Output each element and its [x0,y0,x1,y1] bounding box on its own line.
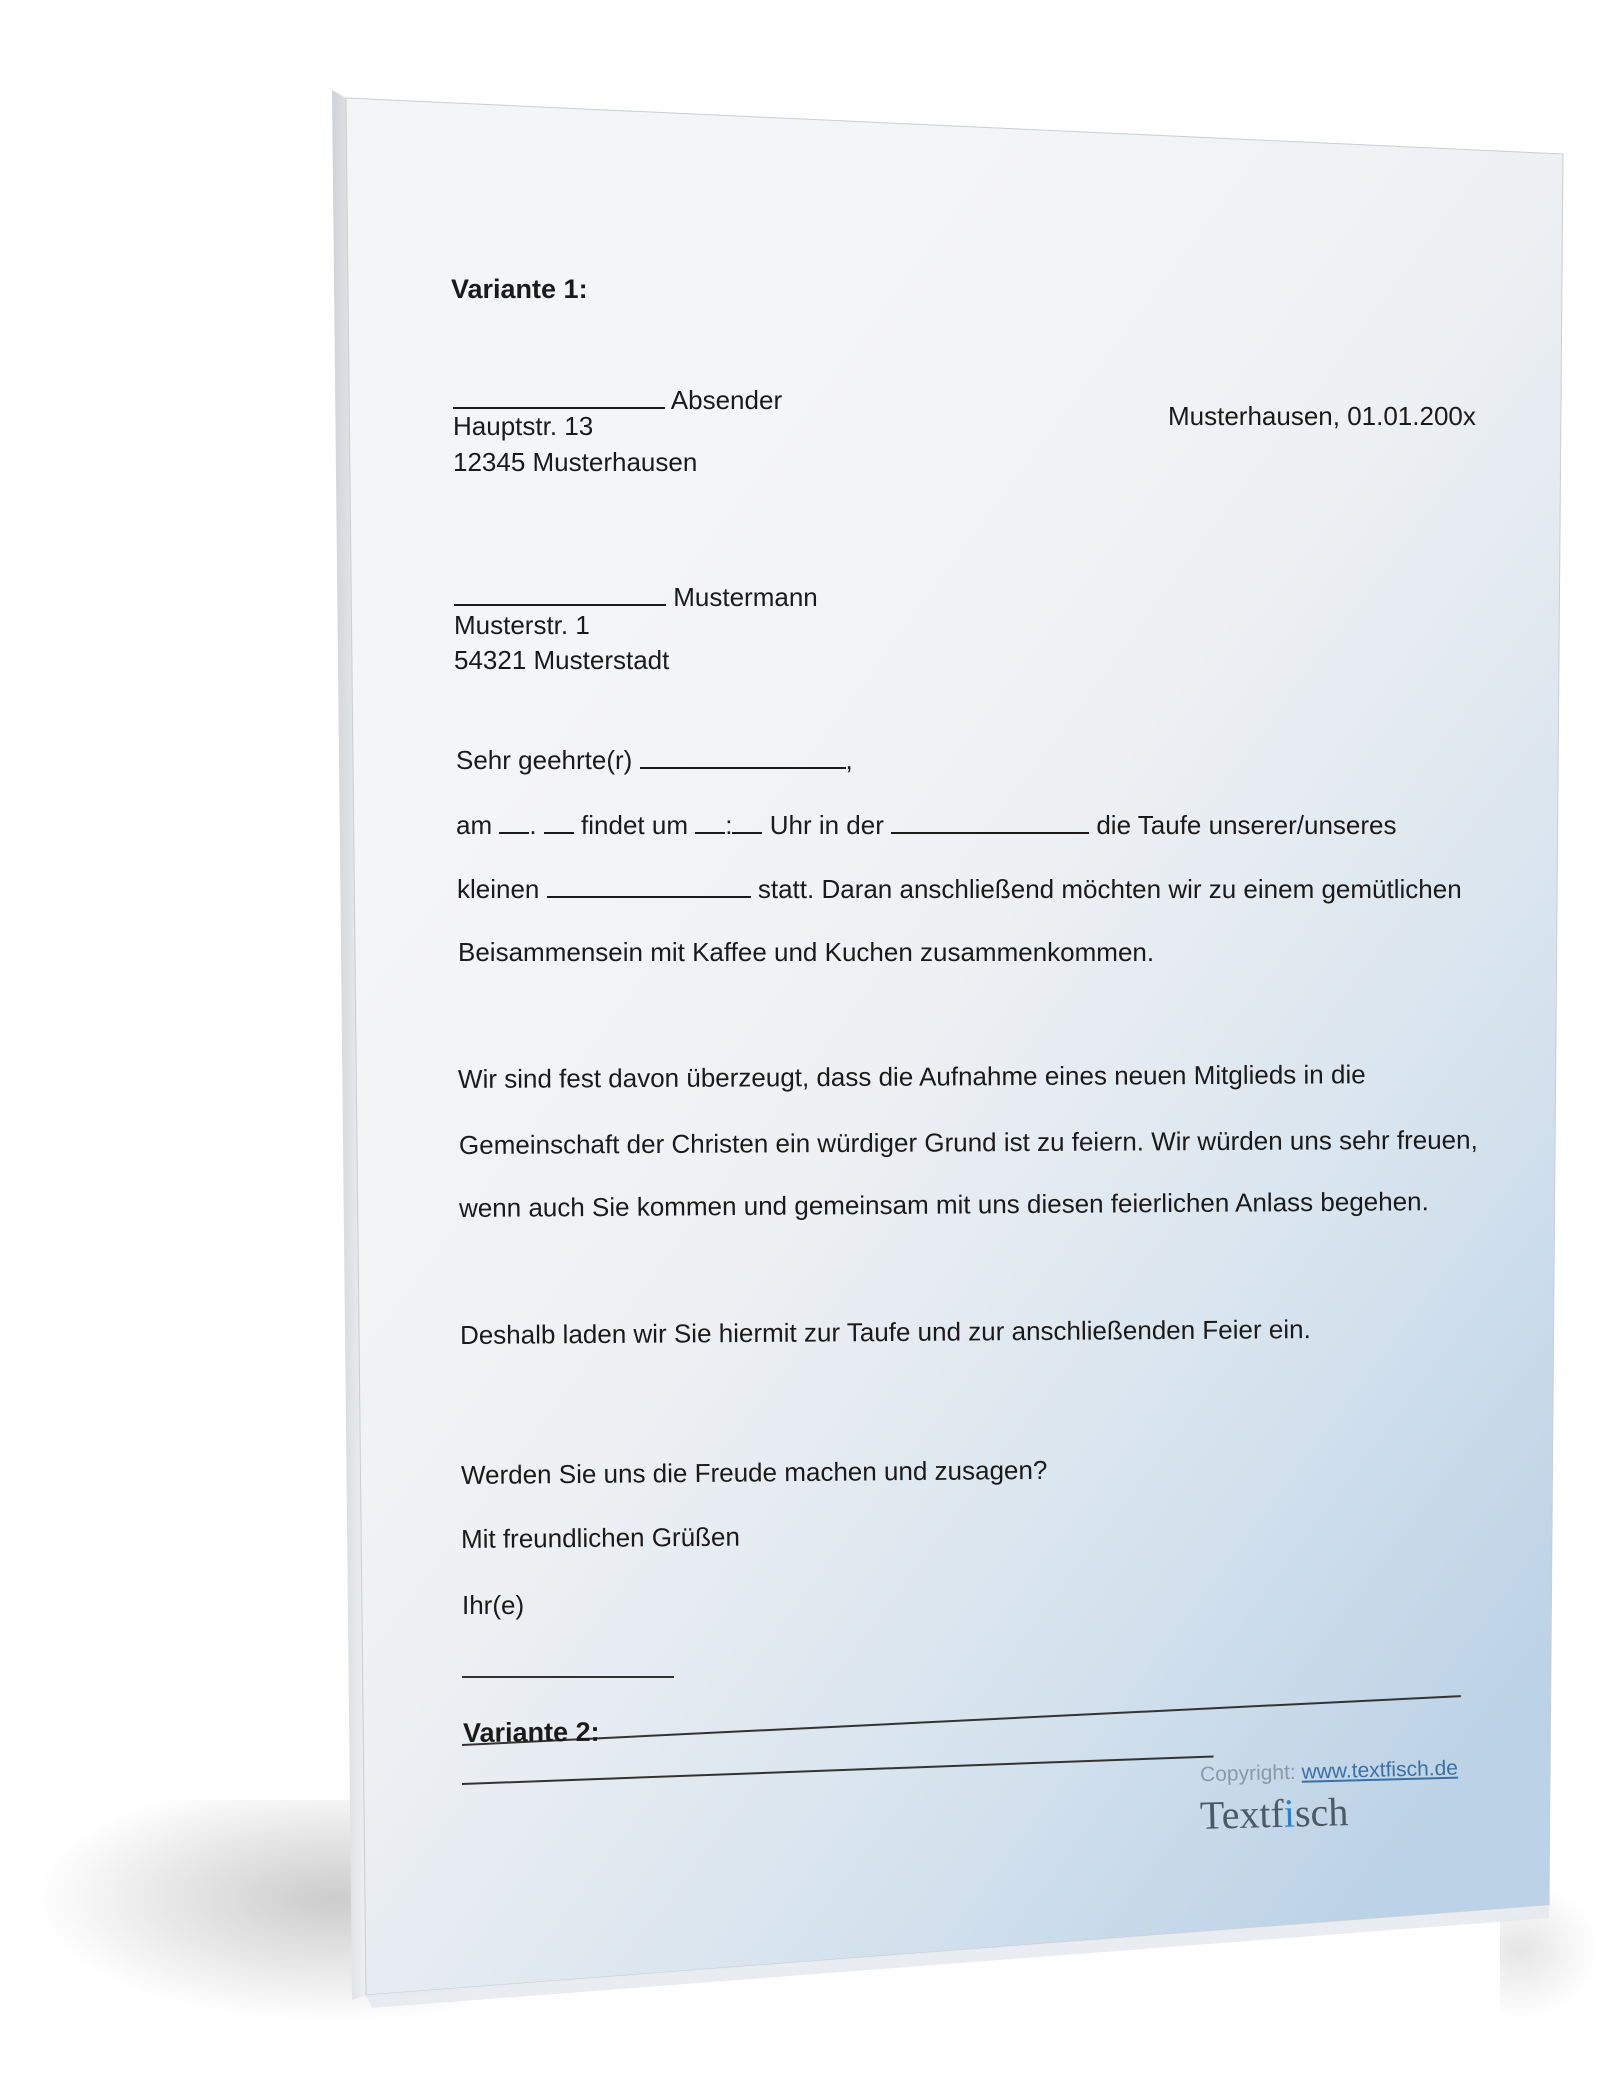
salutation-blank [640,745,846,769]
recipient-city: 54321 Musterstadt [454,645,670,675]
signature-label: Ihr(e) [462,1590,525,1620]
date-place: Musterhausen, 01.01.200x [1168,401,1476,431]
paragraph-4: Werden Sie uns die Freude machen und zusagen? [460,1454,1048,1490]
paragraph-2-line-1: Wir sind fest davon überzeugt, dass die Aufnahme eines neuen Mitglieds in die [457,1059,1366,1094]
paragraph-1-line-3: Beisammensein mit Kaffee und Kuchen zusammenkommen. [458,937,1155,967]
recipient-line [454,582,818,610]
salutation: Sehr geehrte(r) [456,745,633,775]
sender-city: 12345 Musterhausen [453,447,698,477]
minute-blank [732,810,762,834]
hour-blank [695,810,725,834]
text-statt: statt. Daran anschließend möchten wir zu einem gemütlichen [757,874,1462,904]
salutation-line: Sehr geehrte(r) , [456,745,853,775]
word-kleinen: kleinen [457,874,540,904]
word-uhr-in-der: Uhr in der [769,810,884,840]
paragraph-1-line-1: am . findet um : Uhr in der die Taufe unserer/unseres [456,810,1397,840]
sender-blank [453,385,665,409]
word-taufe: die Taufe unserer/unseres [1096,810,1397,840]
logo-text-right: sch [1294,1789,1349,1836]
variant-2-heading: Variante 2: [462,1716,600,1748]
recipient-street: Musterstr. 1 [454,610,590,640]
month-blank [544,810,574,834]
church-blank [891,810,1089,834]
paragraph-1-line-2 [457,874,1462,902]
copyright-link[interactable]: www.textfisch.de [1301,1756,1459,1784]
day-blank [499,810,529,834]
child-name-blank [547,874,751,898]
sender-line [453,385,782,413]
sender-street: Hauptstr. 13 [453,411,594,441]
logo-text-left: Textf [1199,1790,1285,1838]
copyright-label: Copyright: [1199,1760,1297,1787]
closing: Mit freundlichen Grüßen [460,1521,741,1554]
fish-icon: i [1283,1790,1296,1836]
sender-name: Absender [670,385,783,415]
signature-line [462,1676,674,1678]
variant-1-heading: Variante 1: [451,274,588,304]
paragraph-3: Deshalb laden wir Sie hiermit zur Taufe und zur anschließenden Feier ein. [459,1314,1311,1350]
recipient-blank [454,582,666,606]
word-am: am [456,810,493,840]
word-findet-um: findet um [581,810,688,840]
textfisch-logo [1199,1788,1348,1839]
paragraph-2-line-3: wenn auch Sie kommen und gemeinsam mit uns diesen feierlichen Anlass begehen. [458,1186,1429,1223]
paragraph-2-line-2: Gemeinschaft der Christen ein würdiger Grund ist zu feiern. Wir würden uns sehr freuen, [458,1124,1478,1160]
recipient-name: Mustermann [673,582,818,612]
